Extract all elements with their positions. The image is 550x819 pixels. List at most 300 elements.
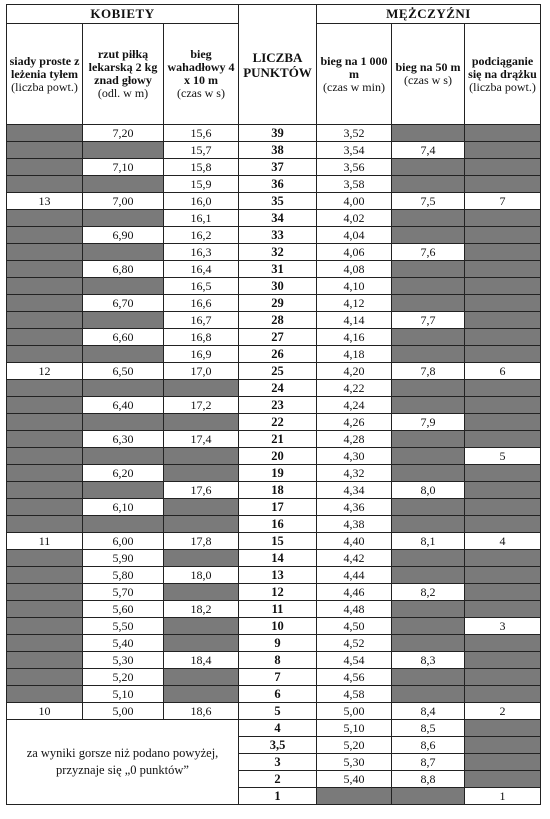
cell-situps bbox=[7, 618, 83, 635]
cell-run-1000: 3,58 bbox=[317, 176, 392, 193]
cell-run-50 bbox=[392, 176, 465, 193]
cell-situps bbox=[7, 601, 83, 618]
cell-run-1000: 4,38 bbox=[317, 516, 392, 533]
cell-run-1000: 5,10 bbox=[317, 720, 392, 737]
cell-pullups bbox=[465, 295, 541, 312]
cell-shuttle-run: 15,6 bbox=[164, 125, 239, 142]
cell-points: 38 bbox=[239, 142, 317, 159]
cell-run-50 bbox=[392, 465, 465, 482]
cell-run-50 bbox=[392, 686, 465, 703]
cell-situps bbox=[7, 329, 83, 346]
cell-ball-throw bbox=[83, 380, 164, 397]
cell-points: 18 bbox=[239, 482, 317, 499]
cell-ball-throw bbox=[83, 482, 164, 499]
cell-pullups bbox=[465, 312, 541, 329]
cell-run-1000: 5,30 bbox=[317, 754, 392, 771]
cell-run-50: 8,4 bbox=[392, 703, 465, 720]
cell-pullups bbox=[465, 125, 541, 142]
cell-situps bbox=[7, 652, 83, 669]
cell-points: 36 bbox=[239, 176, 317, 193]
cell-shuttle-run: 16,7 bbox=[164, 312, 239, 329]
cell-situps: 10 bbox=[7, 703, 83, 720]
cell-run-1000: 4,02 bbox=[317, 210, 392, 227]
men-group-header: MĘŻCZYŹNI bbox=[317, 5, 541, 24]
cell-run-1000: 4,20 bbox=[317, 363, 392, 380]
cell-run-50 bbox=[392, 618, 465, 635]
cell-run-1000: 4,00 bbox=[317, 193, 392, 210]
cell-run-50: 7,9 bbox=[392, 414, 465, 431]
cell-shuttle-run: 18,4 bbox=[164, 652, 239, 669]
cell-ball-throw: 5,80 bbox=[83, 567, 164, 584]
table-row bbox=[7, 125, 541, 142]
table-row bbox=[7, 210, 541, 227]
cell-ball-throw: 6,60 bbox=[83, 329, 164, 346]
cell-run-50 bbox=[392, 125, 465, 142]
cell-ball-throw bbox=[83, 176, 164, 193]
cell-run-1000: 4,44 bbox=[317, 567, 392, 584]
cell-run-50 bbox=[392, 295, 465, 312]
cell-run-1000: 4,50 bbox=[317, 618, 392, 635]
cell-pullups bbox=[465, 686, 541, 703]
cell-ball-throw: 6,10 bbox=[83, 499, 164, 516]
table-row bbox=[7, 278, 541, 295]
table-row bbox=[7, 601, 541, 618]
cell-shuttle-run bbox=[164, 414, 239, 431]
cell-ball-throw bbox=[83, 142, 164, 159]
cell-situps bbox=[7, 227, 83, 244]
cell-points: 37 bbox=[239, 159, 317, 176]
table-row bbox=[7, 329, 541, 346]
cell-shuttle-run: 15,9 bbox=[164, 176, 239, 193]
cell-shuttle-run: 18,0 bbox=[164, 567, 239, 584]
table-row bbox=[7, 465, 541, 482]
cell-situps bbox=[7, 516, 83, 533]
women-group-header: KOBIETY bbox=[7, 5, 239, 24]
cell-pullups bbox=[465, 516, 541, 533]
cell-run-1000: 4,32 bbox=[317, 465, 392, 482]
cell-run-1000: 4,54 bbox=[317, 652, 392, 669]
cell-run-50: 8,8 bbox=[392, 771, 465, 788]
cell-situps bbox=[7, 465, 83, 482]
cell-pullups bbox=[465, 652, 541, 669]
cell-points: 23 bbox=[239, 397, 317, 414]
cell-ball-throw: 5,00 bbox=[83, 703, 164, 720]
table-row bbox=[7, 159, 541, 176]
cell-ball-throw bbox=[83, 448, 164, 465]
table-row bbox=[7, 703, 541, 720]
cell-situps bbox=[7, 482, 83, 499]
cell-shuttle-run bbox=[164, 686, 239, 703]
cell-run-1000: 5,20 bbox=[317, 737, 392, 754]
cell-points: 25 bbox=[239, 363, 317, 380]
cell-run-50: 7,6 bbox=[392, 244, 465, 261]
table-row bbox=[7, 618, 541, 635]
cell-situps bbox=[7, 567, 83, 584]
cell-points: 10 bbox=[239, 618, 317, 635]
cell-ball-throw: 7,20 bbox=[83, 125, 164, 142]
cell-shuttle-run: 17,2 bbox=[164, 397, 239, 414]
cell-ball-throw bbox=[83, 210, 164, 227]
cell-points: 32 bbox=[239, 244, 317, 261]
cell-ball-throw: 6,20 bbox=[83, 465, 164, 482]
cell-pullups: 3 bbox=[465, 618, 541, 635]
cell-run-1000: 4,04 bbox=[317, 227, 392, 244]
cell-ball-throw: 6,40 bbox=[83, 397, 164, 414]
table-row bbox=[7, 380, 541, 397]
cell-situps bbox=[7, 176, 83, 193]
cell-points: 15 bbox=[239, 533, 317, 550]
cell-situps bbox=[7, 295, 83, 312]
cell-shuttle-run bbox=[164, 618, 239, 635]
table-row bbox=[7, 142, 541, 159]
cell-points: 7 bbox=[239, 669, 317, 686]
cell-points: 33 bbox=[239, 227, 317, 244]
cell-run-50 bbox=[392, 346, 465, 363]
cell-situps bbox=[7, 431, 83, 448]
cell-run-1000: 3,52 bbox=[317, 125, 392, 142]
cell-ball-throw: 6,70 bbox=[83, 295, 164, 312]
header-run-50: bieg na 50 m (czas w s) bbox=[392, 24, 465, 125]
cell-points: 24 bbox=[239, 380, 317, 397]
cell-situps bbox=[7, 584, 83, 601]
header-pullups: podciąganie się na drążku (liczba powt.) bbox=[465, 24, 541, 125]
cell-shuttle-run bbox=[164, 669, 239, 686]
cell-points: 29 bbox=[239, 295, 317, 312]
header-shuttle-run: bieg wahadłowy 4 x 10 m (czas w s) bbox=[164, 24, 239, 125]
cell-points: 27 bbox=[239, 329, 317, 346]
table-row bbox=[7, 312, 541, 329]
cell-run-1000: 3,54 bbox=[317, 142, 392, 159]
table-row bbox=[7, 295, 541, 312]
cell-situps bbox=[7, 499, 83, 516]
cell-points: 4 bbox=[239, 720, 317, 737]
cell-pullups bbox=[465, 380, 541, 397]
cell-run-50 bbox=[392, 431, 465, 448]
header-run-1000: bieg na 1 000 m (czas w min) bbox=[317, 24, 392, 125]
cell-shuttle-run bbox=[164, 516, 239, 533]
cell-run-50: 7,4 bbox=[392, 142, 465, 159]
cell-pullups bbox=[465, 635, 541, 652]
cell-shuttle-run: 17,6 bbox=[164, 482, 239, 499]
table-row bbox=[7, 482, 541, 499]
cell-points: 3,5 bbox=[239, 737, 317, 754]
cell-points: 11 bbox=[239, 601, 317, 618]
cell-pullups bbox=[465, 550, 541, 567]
cell-shuttle-run: 15,7 bbox=[164, 142, 239, 159]
cell-run-1000: 4,14 bbox=[317, 312, 392, 329]
cell-situps bbox=[7, 397, 83, 414]
cell-run-50: 8,6 bbox=[392, 737, 465, 754]
footnote-zero-points: za wyniki gorsze niż podano powyżej, przyznaje się „0 punktów” bbox=[7, 720, 239, 805]
cell-run-50: 8,3 bbox=[392, 652, 465, 669]
cell-situps: 12 bbox=[7, 363, 83, 380]
cell-points: 30 bbox=[239, 278, 317, 295]
cell-points: 1 bbox=[239, 788, 317, 805]
cell-pullups bbox=[465, 346, 541, 363]
cell-run-1000: 4,30 bbox=[317, 448, 392, 465]
cell-run-50 bbox=[392, 227, 465, 244]
table-row bbox=[7, 346, 541, 363]
cell-shuttle-run: 16,9 bbox=[164, 346, 239, 363]
cell-run-50 bbox=[392, 448, 465, 465]
cell-run-50 bbox=[392, 516, 465, 533]
cell-ball-throw: 5,10 bbox=[83, 686, 164, 703]
cell-situps bbox=[7, 550, 83, 567]
cell-ball-throw bbox=[83, 516, 164, 533]
table-row bbox=[7, 720, 541, 737]
cell-pullups bbox=[465, 737, 541, 754]
cell-run-1000: 5,00 bbox=[317, 703, 392, 720]
cell-points: 8 bbox=[239, 652, 317, 669]
cell-ball-throw bbox=[83, 414, 164, 431]
cell-shuttle-run: 16,0 bbox=[164, 193, 239, 210]
cell-ball-throw: 5,30 bbox=[83, 652, 164, 669]
cell-ball-throw: 5,40 bbox=[83, 635, 164, 652]
cell-points: 16 bbox=[239, 516, 317, 533]
table-row bbox=[7, 635, 541, 652]
cell-pullups bbox=[465, 329, 541, 346]
cell-pullups bbox=[465, 244, 541, 261]
table-row bbox=[7, 516, 541, 533]
cell-run-1000: 5,40 bbox=[317, 771, 392, 788]
cell-run-50: 8,1 bbox=[392, 533, 465, 550]
cell-pullups bbox=[465, 278, 541, 295]
cell-shuttle-run bbox=[164, 550, 239, 567]
cell-ball-throw: 5,70 bbox=[83, 584, 164, 601]
cell-run-1000: 4,36 bbox=[317, 499, 392, 516]
table-row bbox=[7, 261, 541, 278]
cell-pullups: 4 bbox=[465, 533, 541, 550]
cell-ball-throw: 6,90 bbox=[83, 227, 164, 244]
cell-run-50 bbox=[392, 261, 465, 278]
cell-pullups: 5 bbox=[465, 448, 541, 465]
cell-points: 9 bbox=[239, 635, 317, 652]
table-row bbox=[7, 448, 541, 465]
cell-shuttle-run bbox=[164, 584, 239, 601]
cell-pullups bbox=[465, 176, 541, 193]
header-ball-throw: rzut piłką lekarską 2 kg znad głowy (odl. w m) bbox=[83, 24, 164, 125]
cell-shuttle-run: 16,3 bbox=[164, 244, 239, 261]
cell-points: 20 bbox=[239, 448, 317, 465]
cell-shuttle-run: 18,6 bbox=[164, 703, 239, 720]
cell-shuttle-run: 16,6 bbox=[164, 295, 239, 312]
cell-pullups bbox=[465, 601, 541, 618]
cell-pullups bbox=[465, 669, 541, 686]
cell-run-50 bbox=[392, 159, 465, 176]
table-row bbox=[7, 176, 541, 193]
table-row bbox=[7, 363, 541, 380]
cell-run-1000 bbox=[317, 788, 392, 805]
cell-shuttle-run: 16,4 bbox=[164, 261, 239, 278]
cell-run-1000: 4,46 bbox=[317, 584, 392, 601]
table-row bbox=[7, 244, 541, 261]
cell-shuttle-run: 16,1 bbox=[164, 210, 239, 227]
cell-shuttle-run bbox=[164, 448, 239, 465]
cell-run-50 bbox=[392, 550, 465, 567]
table-row bbox=[7, 652, 541, 669]
cell-pullups bbox=[465, 210, 541, 227]
cell-situps bbox=[7, 669, 83, 686]
cell-run-1000: 4,10 bbox=[317, 278, 392, 295]
cell-run-50: 8,7 bbox=[392, 754, 465, 771]
cell-run-1000: 4,24 bbox=[317, 397, 392, 414]
cell-points: 34 bbox=[239, 210, 317, 227]
cell-pullups bbox=[465, 771, 541, 788]
cell-pullups bbox=[465, 397, 541, 414]
cell-run-1000: 4,58 bbox=[317, 686, 392, 703]
cell-run-50 bbox=[392, 499, 465, 516]
cell-shuttle-run: 16,2 bbox=[164, 227, 239, 244]
cell-situps bbox=[7, 380, 83, 397]
cell-run-1000: 4,28 bbox=[317, 431, 392, 448]
table-row bbox=[7, 499, 541, 516]
cell-points: 19 bbox=[239, 465, 317, 482]
cell-pullups bbox=[465, 465, 541, 482]
cell-situps bbox=[7, 635, 83, 652]
cell-run-50 bbox=[392, 601, 465, 618]
cell-situps bbox=[7, 414, 83, 431]
cell-run-1000: 4,16 bbox=[317, 329, 392, 346]
points-column-header: LICZBA PUNKTÓW bbox=[239, 5, 317, 125]
cell-situps bbox=[7, 312, 83, 329]
cell-pullups: 6 bbox=[465, 363, 541, 380]
cell-run-50 bbox=[392, 210, 465, 227]
table-row bbox=[7, 669, 541, 686]
cell-points: 2 bbox=[239, 771, 317, 788]
table-row bbox=[7, 567, 541, 584]
cell-ball-throw: 6,50 bbox=[83, 363, 164, 380]
cell-run-50: 7,7 bbox=[392, 312, 465, 329]
table-row bbox=[7, 227, 541, 244]
cell-run-1000: 4,18 bbox=[317, 346, 392, 363]
cell-situps bbox=[7, 244, 83, 261]
cell-pullups bbox=[465, 584, 541, 601]
cell-pullups: 1 bbox=[465, 788, 541, 805]
cell-points: 26 bbox=[239, 346, 317, 363]
cell-situps: 11 bbox=[7, 533, 83, 550]
cell-situps bbox=[7, 278, 83, 295]
cell-ball-throw bbox=[83, 346, 164, 363]
cell-shuttle-run: 18,2 bbox=[164, 601, 239, 618]
cell-points: 5 bbox=[239, 703, 317, 720]
cell-run-50 bbox=[392, 788, 465, 805]
cell-shuttle-run bbox=[164, 465, 239, 482]
cell-ball-throw bbox=[83, 278, 164, 295]
table-row bbox=[7, 414, 541, 431]
cell-pullups bbox=[465, 414, 541, 431]
cell-ball-throw: 5,50 bbox=[83, 618, 164, 635]
cell-ball-throw: 5,60 bbox=[83, 601, 164, 618]
table-row bbox=[7, 533, 541, 550]
cell-ball-throw bbox=[83, 244, 164, 261]
cell-run-1000: 4,56 bbox=[317, 669, 392, 686]
cell-run-50 bbox=[392, 380, 465, 397]
cell-run-50: 8,2 bbox=[392, 584, 465, 601]
cell-ball-throw: 5,90 bbox=[83, 550, 164, 567]
cell-run-50 bbox=[392, 278, 465, 295]
cell-points: 39 bbox=[239, 125, 317, 142]
cell-points: 28 bbox=[239, 312, 317, 329]
cell-run-1000: 4,26 bbox=[317, 414, 392, 431]
cell-points: 12 bbox=[239, 584, 317, 601]
score-table bbox=[6, 4, 541, 805]
cell-situps bbox=[7, 261, 83, 278]
cell-run-1000: 4,22 bbox=[317, 380, 392, 397]
cell-run-50 bbox=[392, 669, 465, 686]
cell-pullups bbox=[465, 754, 541, 771]
cell-run-1000: 4,42 bbox=[317, 550, 392, 567]
cell-run-1000: 4,06 bbox=[317, 244, 392, 261]
cell-pullups bbox=[465, 720, 541, 737]
cell-shuttle-run bbox=[164, 380, 239, 397]
cell-run-1000: 4,52 bbox=[317, 635, 392, 652]
cell-ball-throw: 7,00 bbox=[83, 193, 164, 210]
cell-points: 6 bbox=[239, 686, 317, 703]
cell-run-50 bbox=[392, 635, 465, 652]
cell-ball-throw bbox=[83, 312, 164, 329]
cell-pullups bbox=[465, 261, 541, 278]
cell-points: 22 bbox=[239, 414, 317, 431]
cell-situps bbox=[7, 142, 83, 159]
cell-situps bbox=[7, 346, 83, 363]
cell-shuttle-run bbox=[164, 635, 239, 652]
cell-ball-throw: 5,20 bbox=[83, 669, 164, 686]
cell-pullups bbox=[465, 227, 541, 244]
cell-shuttle-run: 16,8 bbox=[164, 329, 239, 346]
cell-run-50: 7,8 bbox=[392, 363, 465, 380]
table-row bbox=[7, 397, 541, 414]
cell-points: 17 bbox=[239, 499, 317, 516]
cell-points: 31 bbox=[239, 261, 317, 278]
cell-pullups: 7 bbox=[465, 193, 541, 210]
cell-pullups bbox=[465, 482, 541, 499]
cell-run-50 bbox=[392, 329, 465, 346]
cell-situps bbox=[7, 686, 83, 703]
cell-situps bbox=[7, 210, 83, 227]
cell-pullups bbox=[465, 567, 541, 584]
cell-pullups: 2 bbox=[465, 703, 541, 720]
table-row bbox=[7, 584, 541, 601]
cell-run-50 bbox=[392, 397, 465, 414]
cell-points: 3 bbox=[239, 754, 317, 771]
header-situps: siady proste z leżenia tyłem (liczba powt.) bbox=[7, 24, 83, 125]
cell-ball-throw: 6,00 bbox=[83, 533, 164, 550]
cell-ball-throw: 6,30 bbox=[83, 431, 164, 448]
cell-pullups bbox=[465, 499, 541, 516]
cell-situps bbox=[7, 159, 83, 176]
table-row bbox=[7, 431, 541, 448]
cell-shuttle-run: 17,4 bbox=[164, 431, 239, 448]
cell-points: 13 bbox=[239, 567, 317, 584]
cell-run-50: 8,0 bbox=[392, 482, 465, 499]
cell-shuttle-run: 15,8 bbox=[164, 159, 239, 176]
cell-ball-throw: 6,80 bbox=[83, 261, 164, 278]
cell-run-50: 7,5 bbox=[392, 193, 465, 210]
cell-situps bbox=[7, 448, 83, 465]
table-row bbox=[7, 193, 541, 210]
cell-shuttle-run: 16,5 bbox=[164, 278, 239, 295]
table-row bbox=[7, 550, 541, 567]
table-row bbox=[7, 686, 541, 703]
cell-run-1000: 3,56 bbox=[317, 159, 392, 176]
cell-run-1000: 4,48 bbox=[317, 601, 392, 618]
cell-pullups bbox=[465, 142, 541, 159]
cell-points: 21 bbox=[239, 431, 317, 448]
cell-run-1000: 4,34 bbox=[317, 482, 392, 499]
cell-situps: 13 bbox=[7, 193, 83, 210]
cell-pullups bbox=[465, 159, 541, 176]
cell-shuttle-run: 17,0 bbox=[164, 363, 239, 380]
